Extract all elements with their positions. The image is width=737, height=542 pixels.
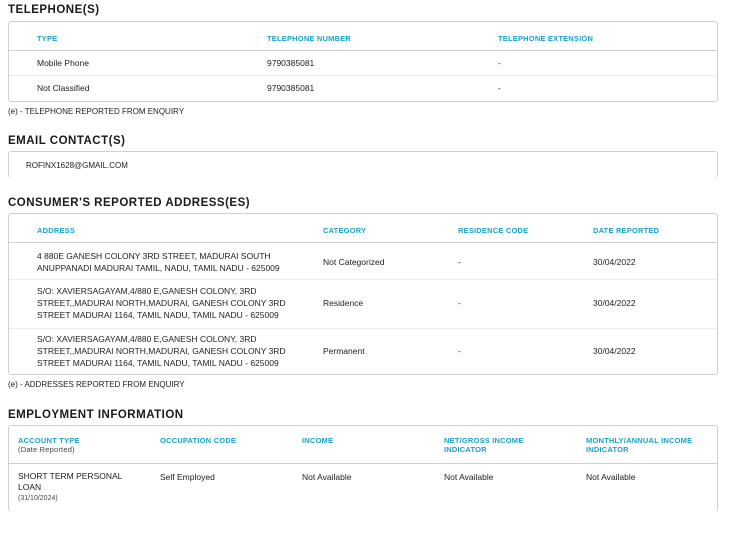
income-cell: Not Available — [302, 472, 352, 482]
addresses-title: CONSUMER'S REPORTED ADDRESS(ES) — [8, 197, 251, 209]
header-divider — [9, 463, 717, 464]
header-divider — [9, 242, 717, 243]
net-gross-cell: Not Available — [444, 472, 494, 482]
telephones-title: TELEPHONE(S) — [8, 4, 100, 16]
category-cell: Not Categorized — [323, 257, 385, 267]
email-value: ROFINX1628@GMAIL.COM — [26, 161, 128, 170]
category-cell: Permanent — [323, 346, 365, 356]
col-date-header: DATE REPORTED — [593, 226, 660, 235]
col-extension-header: TELEPHONE EXTENSION — [498, 34, 594, 43]
account-type-cell — [18, 471, 138, 504]
employment-title: EMPLOYMENT INFORMATION — [8, 409, 184, 421]
residence-cell: - — [458, 298, 461, 308]
table-cell: Mobile Phone — [37, 58, 89, 68]
telephones-note: (e) - TELEPHONE REPORTED FROM ENQUIRY — [8, 107, 185, 116]
addresses-table — [8, 213, 718, 375]
col-category-header: CATEGORY — [323, 226, 367, 235]
col-address-header: ADDRESS — [37, 226, 76, 235]
address-cell: S/O: XAVIERSAGAYAM,4/880 E,GANESH COLONY, 3RD STREET,,MADURAI NORTH,MADURAI, GANESH COLONY 3RD STREET MADURAI 1164, TAMIL NADU, TAMIL NADU - 625009 — [37, 334, 286, 368]
date-cell: 30/04/2022 — [593, 257, 636, 267]
header-divider — [9, 50, 717, 51]
table-cell: - — [498, 58, 501, 68]
email-box — [8, 151, 718, 178]
table-cell: 9790385081 — [267, 83, 315, 93]
address-cell: 4 880E GANESH COLONY 3RD STREET, MADURAI SOUTH ANUPPANADI MADURAI TAMIL, NADU, TAMIL NADU - 625009 — [37, 251, 280, 273]
email-title: EMAIL CONTACT(S) — [8, 135, 126, 147]
row-divider — [9, 328, 717, 329]
residence-cell: - — [458, 346, 461, 356]
telephones-table — [8, 21, 718, 102]
col-monthly-annual-header: MONTHLY/ANNUAL INCOME INDICATOR — [586, 436, 693, 454]
col-account-type-header — [18, 436, 80, 454]
category-cell: Residence — [323, 298, 364, 308]
address-cell: S/O: XAVIERSAGAYAM,4/880 E,GANESH COLONY, 3RD STREET,,MADURAI NORTH,MADURAI, GANESH COLONY 3RD STREET MADURAI 1164, TAMIL NADU, TAMIL NADU - 625009 — [37, 286, 286, 320]
col-net-gross-header: NET/GROSS INCOME INDICATOR — [444, 436, 524, 454]
date-cell: 30/04/2022 — [593, 298, 636, 308]
col-number-header: TELEPHONE NUMBER — [267, 34, 352, 43]
col-type-header: TYPE — [37, 34, 58, 43]
row-divider — [9, 75, 717, 76]
table-cell: Not Classified — [37, 83, 90, 93]
employment-table — [8, 425, 718, 512]
account-date-value: (31/10/2024) — [18, 495, 58, 502]
date-cell: 30/04/2022 — [593, 346, 636, 356]
table-cell: 9790385081 — [267, 58, 315, 68]
account-type-label: ACCOUNT TYPE — [18, 436, 80, 445]
col-residence-header: RESIDENCE CODE — [458, 226, 529, 235]
monthly-annual-cell: Not Available — [586, 472, 636, 482]
occupation-cell: Self Employed — [160, 472, 215, 482]
date-reported-label: (Date Reported) — [18, 445, 75, 454]
account-type-value: SHORT TERM PERSONAL LOAN — [18, 471, 123, 492]
col-income-header: INCOME — [302, 436, 334, 445]
col-occupation-header: OCCUPATION CODE — [160, 436, 237, 445]
table-cell: - — [498, 83, 501, 93]
addresses-note: (e) - ADDRESSES REPORTED FROM ENQUIRY — [8, 380, 185, 389]
row-divider — [9, 279, 717, 280]
residence-cell: - — [458, 257, 461, 267]
